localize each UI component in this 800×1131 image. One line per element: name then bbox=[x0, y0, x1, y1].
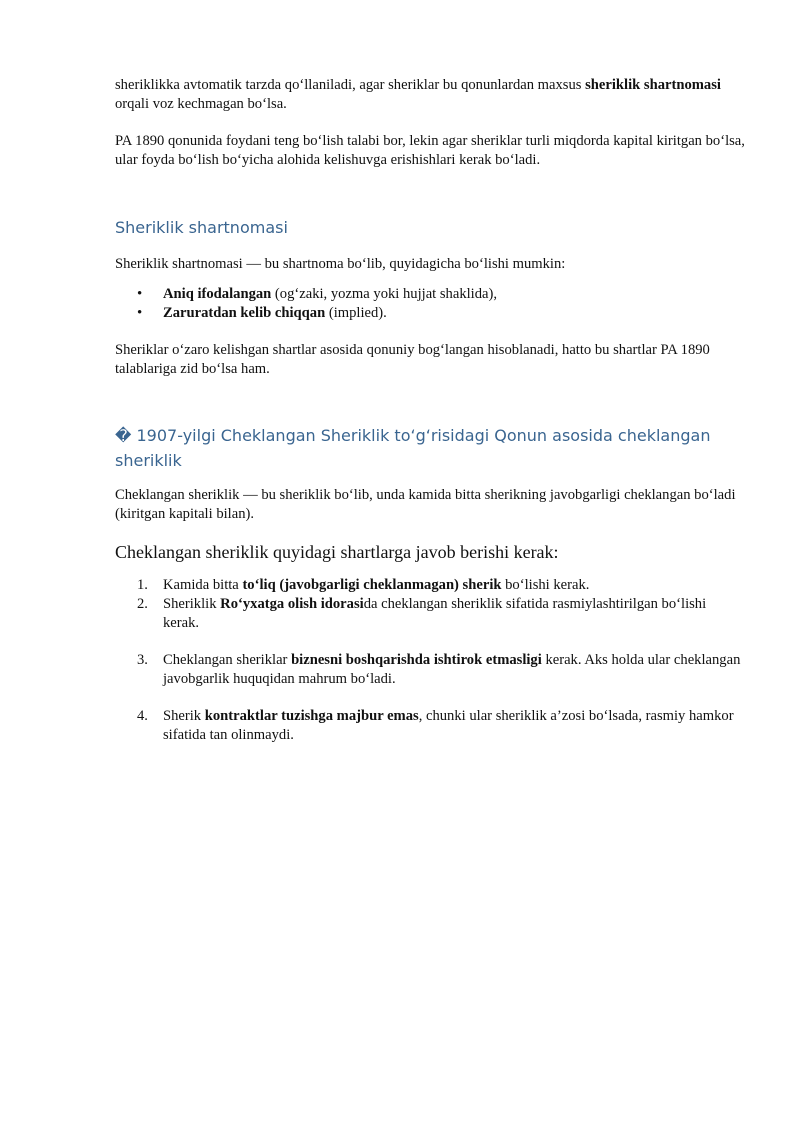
list-item-bold: Zaruratdan kelib chiqqan bbox=[163, 305, 326, 321]
intro-bold-term: sheriklik shartnomasi bbox=[585, 77, 721, 93]
list-number: 1. bbox=[137, 577, 148, 593]
list-item-text: Sherik bbox=[163, 708, 205, 724]
list-number: 3. bbox=[137, 652, 148, 668]
list-item-text: Kamida bitta bbox=[163, 577, 243, 593]
requirements-subheading: Cheklangan sheriklik quyidagi shartlarga javob berishi kerak: bbox=[115, 542, 559, 562]
list-number: 4. bbox=[137, 708, 148, 724]
list-item bbox=[115, 707, 745, 745]
list-item-bold: kontraktlar tuzishga majbur emas bbox=[204, 708, 419, 724]
requirements-list bbox=[115, 576, 745, 745]
intro-paragraph-1 bbox=[115, 76, 745, 114]
list-item bbox=[115, 651, 745, 689]
section-heading-partnership-agreement: Sheriklik shartnomasi bbox=[115, 218, 288, 237]
list-item bbox=[115, 595, 745, 633]
section-heading-limited-partnership: � 1907-yilgi Cheklangan Sheriklik to‘g‘risidagi Qonun asosida cheklangan sheriklik bbox=[115, 426, 711, 470]
list-item-text: (og‘zaki, yozma yoki hujjat shaklida), bbox=[271, 286, 498, 302]
list-item bbox=[115, 285, 745, 304]
list-item-text: (implied). bbox=[325, 305, 387, 321]
list-item bbox=[115, 304, 745, 323]
list-item-bold: biznesni boshqarishda ishtirok etmasligi bbox=[291, 652, 542, 668]
section2-paragraph-1: Cheklangan sheriklik — bu sheriklik bo‘lib, unda kamida bitta sherikning javobgarligi cheklangan bo‘ladi (kiritgan kapitali bilan). bbox=[115, 487, 736, 522]
list-item-text: Cheklangan sheriklar bbox=[163, 652, 292, 668]
document-body bbox=[115, 76, 745, 745]
list-item-bold: to‘liq (javobgarligi cheklanmagan) sherik bbox=[242, 577, 502, 593]
list-item-text: da cheklangan sheriklik sifatida rasmiylashtirilgan bo‘lishi kerak. bbox=[163, 596, 707, 631]
section1-paragraph-1: Sheriklik shartnomasi — bu shartnoma bo‘lib, quyidagicha bo‘lishi mumkin: bbox=[115, 256, 566, 272]
section1-paragraph-2: Sheriklar o‘zaro kelishgan shartlar asosida qonuniy bog‘langan hisoblanadi, hatto bu shartlar PA 1890 talablariga zid bo‘lsa ham. bbox=[115, 342, 710, 377]
list-item bbox=[115, 576, 745, 595]
intro-paragraph-2: PA 1890 qonunida foydani teng bo‘lish talabi bor, lekin agar sheriklar turli miqdorda kapital kiritgan bo‘lsa, ular foyda bo‘lish bo‘yicha alohida kelishuvga erishishlari kerak bo‘ladi. bbox=[115, 133, 745, 168]
agreement-types-list bbox=[115, 285, 745, 323]
list-item-text: bo‘lishi kerak. bbox=[501, 577, 590, 593]
list-number: 2. bbox=[137, 596, 148, 612]
list-item-bold: Ro‘yxatga olish idorasi bbox=[220, 596, 364, 612]
list-item-text: kerak. Aks holda ular cheklangan javobgarlik huquqidan mahrum bo‘ladi. bbox=[163, 652, 741, 687]
intro-text-end: orqali voz kechmagan bo‘lsa. bbox=[115, 96, 287, 112]
list-item-text: , chunki ular sheriklik a’zosi bo‘lsada, rasmiy hamkor sifatida tan olinmaydi. bbox=[163, 708, 734, 743]
list-item-text: Sheriklik bbox=[163, 596, 221, 612]
intro-text: sheriklikka avtomatik tarzda qo‘llaniladi, agar sheriklar bu qonunlardan maxsus bbox=[115, 77, 586, 93]
list-item-bold: Aniq ifodalangan bbox=[163, 286, 272, 302]
